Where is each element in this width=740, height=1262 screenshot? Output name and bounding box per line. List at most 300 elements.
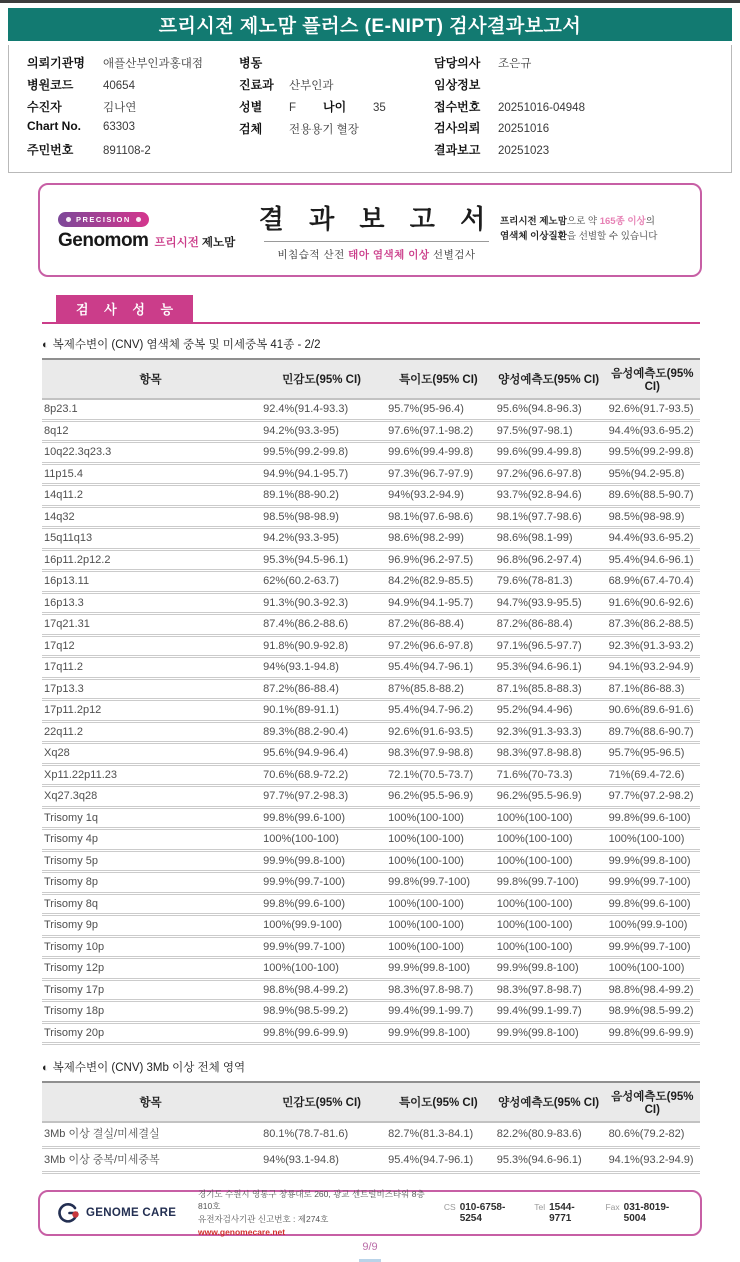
performance-table-cnv-duplication xyxy=(42,358,700,1045)
table-cell: 95.4%(94.7-96.2) xyxy=(384,700,493,722)
table-cell: 8q12 xyxy=(42,420,259,442)
contact-value: 010-6758-5254 xyxy=(459,1202,506,1224)
banner-title: 결 과 보 고 서 xyxy=(258,203,495,234)
table-cell: 99.8%(99.6-99.9) xyxy=(605,1022,700,1044)
table-cell: 89.1%(88-90.2) xyxy=(259,485,384,507)
table-cell: 94.2%(93.3-95) xyxy=(259,420,384,442)
field-label: 검체 xyxy=(239,122,263,136)
contact-tel xyxy=(534,1202,591,1224)
table-row xyxy=(42,549,700,571)
table-cell: 100%(100-100) xyxy=(384,807,493,829)
table-cell: 99.6%(99.4-99.8) xyxy=(384,442,493,464)
table-cell: 99.8%(99.6-99.9) xyxy=(259,1022,384,1044)
table-cell: 68.9%(67.4-70.4) xyxy=(605,571,700,593)
table-row xyxy=(42,614,700,636)
table-cell: 82.2%(80.9-83.6) xyxy=(493,1122,605,1147)
performance-table-3mb-region xyxy=(42,1081,700,1174)
table-cell: 99.4%(99.1-99.7) xyxy=(384,1001,493,1023)
patient-info-row xyxy=(27,141,239,163)
banner-note-bold1: 프리시전 제노맘 xyxy=(500,216,567,228)
table-cell: 97.2%(96.6-97.8) xyxy=(493,463,605,485)
patient-info-box xyxy=(8,45,732,173)
table-cell: 99.5%(99.2-99.8) xyxy=(259,442,384,464)
table-cell: 99.8%(99.7-100) xyxy=(384,872,493,894)
table-cell: 99.9%(99.7-100) xyxy=(259,872,384,894)
column-header: 음성예측도(95% CI) xyxy=(605,359,700,399)
column-header: 민감도(95% CI) xyxy=(259,359,384,399)
table-cell: Trisomy 12p xyxy=(42,958,259,980)
table-cell: 95.3%(94.6-96.1) xyxy=(493,657,605,679)
table-cell: 94.4%(93.6-95.2) xyxy=(605,528,700,550)
table-cell: 91.6%(90.6-92.6) xyxy=(605,592,700,614)
table-cell: 14q11.2 xyxy=(42,485,259,507)
table-cell: 100%(100-100) xyxy=(493,936,605,958)
table-cell: 94.9%(94.1-95.7) xyxy=(259,463,384,485)
table-row xyxy=(42,764,700,786)
table-row xyxy=(42,635,700,657)
table-cell: 3Mb 이상 결실/미세결실 xyxy=(42,1122,259,1147)
field-label: 결과보고 xyxy=(434,143,481,158)
banner-subtitle-post: 선별검사 xyxy=(429,248,476,261)
table-cell: Trisomy 5p xyxy=(42,850,259,872)
table-cell: 97.7%(97.2-98.2) xyxy=(605,786,700,808)
table-cell: 98.8%(98.4-99.2) xyxy=(259,979,384,1001)
patient-info-row xyxy=(239,98,434,120)
table-row xyxy=(42,1147,700,1173)
contact-value: 1544-9771 xyxy=(549,1202,575,1224)
table-cell: 94.1%(93.2-94.9) xyxy=(605,1147,700,1173)
patient-info-row xyxy=(239,76,434,98)
table-row xyxy=(42,528,700,550)
table-cell: 99.9%(99.8-100) xyxy=(384,1022,493,1044)
dot-icon xyxy=(66,217,71,222)
table-cell: 94.1%(93.2-94.9) xyxy=(605,657,700,679)
table-cell: Xq28 xyxy=(42,743,259,765)
table-cell: Trisomy 17p xyxy=(42,979,259,1001)
column-header: 민감도(95% CI) xyxy=(259,1082,384,1122)
field-value: 전용용기 혈장 xyxy=(289,124,359,136)
patient-info-column xyxy=(239,54,434,163)
footer-address xyxy=(198,1188,430,1239)
table-row xyxy=(42,829,700,851)
page-top-edge xyxy=(0,0,740,3)
table-row xyxy=(42,721,700,743)
table-cell: 87.2%(86-88.4) xyxy=(259,678,384,700)
table-row xyxy=(42,872,700,894)
table-cell: 17p11.2p12 xyxy=(42,700,259,722)
patient-info-row xyxy=(239,120,434,142)
table-row xyxy=(42,678,700,700)
table-row xyxy=(42,893,700,915)
table-cell: 22q11.2 xyxy=(42,721,259,743)
table-cell: 17q12 xyxy=(42,635,259,657)
table-cell: 100%(100-100) xyxy=(384,915,493,937)
table-cell: 97.7%(97.2-98.3) xyxy=(259,786,384,808)
table-cell: 92.4%(91.4-93.3) xyxy=(259,399,384,420)
table-cell: 100%(100-100) xyxy=(259,958,384,980)
table-cell: 17p13.3 xyxy=(42,678,259,700)
table-cell: 95.2%(94.4-96) xyxy=(493,700,605,722)
table-row xyxy=(42,807,700,829)
table-row xyxy=(42,786,700,808)
table-cell: 98.3%(97.8-98.7) xyxy=(384,979,493,1001)
table-cell: 89.6%(88.5-90.7) xyxy=(605,485,700,507)
banner-subtitle xyxy=(253,247,500,262)
column-header: 항목 xyxy=(42,1082,259,1122)
table-row xyxy=(42,743,700,765)
table-cell: 16p13.11 xyxy=(42,571,259,593)
contact-cs xyxy=(444,1202,520,1224)
table-row xyxy=(42,485,700,507)
banner-subtitle-accent: 태아 염색체 이상 xyxy=(348,248,430,261)
table-cell: Trisomy 4p xyxy=(42,829,259,851)
table-cell: 96.8%(96.2-97.4) xyxy=(493,549,605,571)
table-cell: 96.2%(95.5-96.9) xyxy=(384,786,493,808)
table-cell: 100%(100-100) xyxy=(605,958,700,980)
contact-label: CS xyxy=(443,1202,456,1212)
table-cell: 99.9%(99.7-100) xyxy=(605,936,700,958)
table-cell: 87%(85.8-88.2) xyxy=(384,678,493,700)
banner-note-text2: 의 xyxy=(645,216,655,228)
table-row xyxy=(42,850,700,872)
contact-fax xyxy=(605,1202,684,1224)
table-cell: Trisomy 1q xyxy=(42,807,259,829)
table-cell: 99.8%(99.7-100) xyxy=(493,872,605,894)
table-cell: 93.7%(92.8-94.6) xyxy=(493,485,605,507)
table-cell: 3Mb 이상 중복/미세중복 xyxy=(42,1147,259,1173)
table-cell: Xp11.22p11.23 xyxy=(42,764,259,786)
table-cell: Xq27.3q28 xyxy=(42,786,259,808)
table-cell: 95.3%(94.6-96.1) xyxy=(493,1147,605,1173)
brand-name-kr-accent: 프리시전 xyxy=(154,236,199,249)
table-cell: 100%(100-100) xyxy=(605,829,700,851)
table-cell: 16p11.2p12.2 xyxy=(42,549,259,571)
table-cell: 100%(99.9-100) xyxy=(605,915,700,937)
table-cell: 95.6%(94.8-96.3) xyxy=(493,399,605,420)
table-cell: 87.2%(86-88.4) xyxy=(384,614,493,636)
table-cell: 99.9%(99.8-100) xyxy=(493,958,605,980)
patient-info-row xyxy=(434,141,704,163)
field-label: 의뢰기관명 xyxy=(27,56,85,70)
table-cell: 99.9%(99.8-100) xyxy=(493,1022,605,1044)
table-cell: 98.6%(98.1-99) xyxy=(493,528,605,550)
patient-info-row xyxy=(434,119,704,141)
field-value: 20251016 xyxy=(498,123,550,136)
table-cell: 94.4%(93.6-95.2) xyxy=(605,420,700,442)
field-value: 조은규 xyxy=(498,58,532,70)
table-cell: 87.1%(86-88.3) xyxy=(605,678,700,700)
field-label: 병원코드 xyxy=(27,77,74,92)
table-subtitle xyxy=(42,336,740,352)
table-cell: 100%(100-100) xyxy=(384,936,493,958)
table-cell: 82.7%(81.3-84.1) xyxy=(384,1122,493,1147)
table-row xyxy=(42,592,700,614)
table-cell: 14q32 xyxy=(42,506,259,528)
table-cell: 70.6%(68.9-72.2) xyxy=(259,764,384,786)
column-header: 특이도(95% CI) xyxy=(384,359,493,399)
table-cell: 84.2%(82.9-85.5) xyxy=(384,571,493,593)
table-cell: 95.3%(94.5-96.1) xyxy=(259,549,384,571)
table-cell: 99.9%(99.8-100) xyxy=(259,850,384,872)
footer xyxy=(38,1190,702,1236)
table-cell: 100%(100-100) xyxy=(384,850,493,872)
table-cell: Trisomy 10p xyxy=(42,936,259,958)
field-value: 891108-2 xyxy=(103,145,151,158)
table-row xyxy=(42,1022,700,1044)
table-subtitle-text: 복제수변이 (CNV) 3Mb 이상 전체 영역 xyxy=(52,1062,246,1074)
table-cell: 99.8%(99.6-100) xyxy=(259,893,384,915)
footer-website-link: www.genomecare.net xyxy=(198,1226,286,1237)
table-cell: 99.4%(99.1-99.7) xyxy=(493,1001,605,1023)
table-cell: 92.6%(91.7-93.5) xyxy=(605,399,700,420)
genomecare-logo-icon xyxy=(56,1201,80,1225)
table-cell: 95.4%(94.6-96.1) xyxy=(605,549,700,571)
table-cell: 80.1%(78.7-81.6) xyxy=(259,1122,384,1147)
table-cell: 16p13.3 xyxy=(42,592,259,614)
dot-icon xyxy=(136,217,141,222)
field-value: F xyxy=(289,102,297,114)
banner-subtitle-pre: 비침습적 산전 xyxy=(277,248,349,261)
table-cell: 97.6%(97.1-98.2) xyxy=(384,420,493,442)
field-label: 접수번호 xyxy=(434,99,481,114)
table-cell: 100%(100-100) xyxy=(259,829,384,851)
table-cell: 95.7%(95-96.5) xyxy=(605,743,700,765)
precision-badge xyxy=(58,212,149,227)
table-cell: Trisomy 18p xyxy=(42,1001,259,1023)
patient-info-row xyxy=(27,119,239,141)
table-cell: 99.9%(99.8-100) xyxy=(605,850,700,872)
table-cell: 15q11q13 xyxy=(42,528,259,550)
banner-note-accent: 165종 이상 xyxy=(599,216,646,228)
table-cell: 100%(100-100) xyxy=(493,850,605,872)
field-value: 63303 xyxy=(103,121,135,134)
table-cell: 97.1%(96.5-97.7) xyxy=(493,635,605,657)
table-row xyxy=(42,979,700,1001)
genomecare-logo-text: GENOME CARE xyxy=(86,1207,177,1219)
table-cell: 98.5%(98-98.9) xyxy=(259,506,384,528)
report-title: 프리시전 제노맘 플러스 (E-NIPT) 검사결과보고서 xyxy=(158,16,582,37)
field-label: 수진자 xyxy=(27,99,62,114)
patient-info-row xyxy=(27,54,239,76)
table-cell: 100%(100-100) xyxy=(384,829,493,851)
table-subtitle xyxy=(42,1059,740,1075)
brand-name-kr: 제노맘 xyxy=(201,236,236,249)
table-header-row xyxy=(42,359,700,399)
divider xyxy=(264,241,489,242)
table-cell: 79.6%(78-81.3) xyxy=(493,571,605,593)
field-value: 산부인과 xyxy=(289,80,334,92)
page-number: 9/9 xyxy=(362,1241,378,1253)
table-cell: 11p15.4 xyxy=(42,463,259,485)
table-cell: 99.6%(99.4-99.8) xyxy=(493,442,605,464)
table-subtitle-text: 복제수변이 (CNV) 염색체 중복 및 미세중복 41종 - 2/2 xyxy=(52,339,321,351)
table-cell: 99.9%(99.7-100) xyxy=(259,936,384,958)
field-value: 애플산부인과홍대점 xyxy=(103,58,203,70)
section-title-band: 검 사 성 능 xyxy=(56,295,193,322)
column-header: 항목 xyxy=(42,359,259,399)
field-label: 나이 xyxy=(323,100,347,114)
table-cell: 98.3%(97.8-98.7) xyxy=(493,979,605,1001)
table-cell: 72.1%(70.5-73.7) xyxy=(384,764,493,786)
table-cell: 97.5%(97-98.1) xyxy=(493,420,605,442)
table-cell: 92.3%(91.3-93.2) xyxy=(605,635,700,657)
table-cell: Trisomy 8q xyxy=(42,893,259,915)
footer-contacts xyxy=(444,1202,684,1224)
table-cell: 99.9%(99.8-100) xyxy=(384,958,493,980)
table-cell: 96.9%(96.2-97.5) xyxy=(384,549,493,571)
table-cell: 89.7%(88.6-90.7) xyxy=(605,721,700,743)
table-cell: 95.6%(94.9-96.4) xyxy=(259,743,384,765)
table-cell: 100%(100-100) xyxy=(493,915,605,937)
table-cell: 87.2%(86-88.4) xyxy=(493,614,605,636)
table-cell: 98.3%(97.9-98.8) xyxy=(384,743,493,765)
table-cell: 97.2%(96.6-97.8) xyxy=(384,635,493,657)
table-cell: 99.8%(99.6-100) xyxy=(259,807,384,829)
section-header xyxy=(42,295,700,324)
table-cell: 87.4%(86.2-88.6) xyxy=(259,614,384,636)
field-value: 20251023 xyxy=(498,145,550,158)
table-cell: 17q21.31 xyxy=(42,614,259,636)
patient-info-row xyxy=(27,98,239,120)
table-row xyxy=(42,420,700,442)
table-row xyxy=(42,700,700,722)
footer-address-line1: 경기도 수원시 영통구 창룡대로 260, 광교 센트럴비즈타워 8층 810호 xyxy=(198,1188,425,1212)
table-cell: 8p23.1 xyxy=(42,399,259,420)
field-label: 담당의사 xyxy=(434,56,481,70)
table-cell: 99.8%(99.6-100) xyxy=(605,807,700,829)
field-value: 김나연 xyxy=(103,101,137,114)
table-cell: 96.2%(95.5-96.9) xyxy=(493,786,605,808)
field-label: 임상정보 xyxy=(434,77,481,92)
result-report-banner xyxy=(38,183,702,277)
field-label: 진료과 xyxy=(239,78,274,92)
column-header: 특이도(95% CI) xyxy=(384,1082,493,1122)
table-cell: 100%(99.9-100) xyxy=(259,915,384,937)
table-cell: 71%(69.4-72.6) xyxy=(605,764,700,786)
table-cell: 97.3%(96.7-97.9) xyxy=(384,463,493,485)
table-cell: 100%(100-100) xyxy=(493,829,605,851)
table-cell: 100%(100-100) xyxy=(384,893,493,915)
table-cell: Trisomy 8p xyxy=(42,872,259,894)
table-cell: 98.8%(98.4-99.2) xyxy=(605,979,700,1001)
contact-label: Tel xyxy=(534,1202,546,1212)
table-cell: 87.3%(86.2-88.5) xyxy=(605,614,700,636)
banner-note-bold2: 염색체 이상질환 xyxy=(500,231,567,242)
table-cell: 98.5%(98-98.9) xyxy=(605,506,700,528)
field-label: 성별 xyxy=(239,100,263,114)
patient-info-row xyxy=(434,98,704,120)
table-cell: 99.8%(99.6-100) xyxy=(605,893,700,915)
table-cell: 98.1%(97.7-98.6) xyxy=(493,506,605,528)
field-label: 검사의뢰 xyxy=(434,121,481,136)
table-cell: 62%(60.2-63.7) xyxy=(259,571,384,593)
field-label: 주민번호 xyxy=(27,143,74,158)
table-cell: 17q11.2 xyxy=(42,657,259,679)
table-cell: 95.4%(94.7-96.1) xyxy=(384,1147,493,1173)
table-cell: 94.7%(93.9-95.5) xyxy=(493,592,605,614)
table-cell: 100%(100-100) xyxy=(493,893,605,915)
field-value: 35 xyxy=(373,102,386,114)
field-value: 20251016-04948 xyxy=(498,101,585,114)
patient-info-column xyxy=(434,54,704,163)
patient-info-row xyxy=(239,54,434,76)
contact-value: 031-8019-5004 xyxy=(623,1202,670,1224)
table-cell: 98.9%(98.5-99.2) xyxy=(259,1001,384,1023)
table-cell: 94%(93.1-94.8) xyxy=(259,657,384,679)
table-row xyxy=(42,915,700,937)
table-cell: 90.1%(89-91.1) xyxy=(259,700,384,722)
brand-logo xyxy=(58,209,253,252)
table-cell: 100%(100-100) xyxy=(493,807,605,829)
table-row xyxy=(42,1001,700,1023)
table-cell: 71.6%(70-73.3) xyxy=(493,764,605,786)
table-cell: 87.1%(85.8-88.3) xyxy=(493,678,605,700)
half-circle-bullet-icon: ◐ xyxy=(42,339,49,351)
table-row xyxy=(42,442,700,464)
patient-info-row xyxy=(27,76,239,98)
table-cell: 90.6%(89.6-91.6) xyxy=(605,700,700,722)
table-cell: 10q22.3q23.3 xyxy=(42,442,259,464)
table-header-row xyxy=(42,1082,700,1122)
table-cell: 94%(93.1-94.8) xyxy=(259,1147,384,1173)
banner-note xyxy=(500,215,682,244)
table-cell: 80.6%(79.2-82) xyxy=(605,1122,700,1147)
field-label: 병동 xyxy=(239,56,263,70)
table-cell: 98.1%(97.6-98.6) xyxy=(384,506,493,528)
brand-name-en: Genomom xyxy=(58,229,149,251)
table-row xyxy=(42,657,700,679)
field-value: 40654 xyxy=(103,79,135,92)
table-cell: 98.9%(98.5-99.2) xyxy=(605,1001,700,1023)
table-cell: 95.4%(94.7-96.1) xyxy=(384,657,493,679)
table-row xyxy=(42,506,700,528)
table-row xyxy=(42,936,700,958)
patient-info-row xyxy=(434,54,704,76)
column-header: 양성예측도(95% CI) xyxy=(493,1082,605,1122)
table-cell: 94.9%(94.1-95.7) xyxy=(384,592,493,614)
footer-address-line2: 유전자검사기관 신고번호 : 제274호 xyxy=(198,1214,329,1224)
table-cell: 98.6%(98.2-99) xyxy=(384,528,493,550)
contact-label: Fax xyxy=(605,1202,620,1212)
banner-note-text1: 으로 약 xyxy=(566,216,600,228)
banner-note-text3: 을 선별할 수 있습니다 xyxy=(566,231,658,242)
table-cell: 91.8%(90.9-92.8) xyxy=(259,635,384,657)
half-circle-bullet-icon: ◐ xyxy=(42,1062,49,1074)
genomecare-logo xyxy=(56,1201,184,1225)
precision-badge-label: PRECISION xyxy=(76,214,131,224)
table-cell: 92.3%(91.3-93.3) xyxy=(493,721,605,743)
table-cell: 92.6%(91.6-93.5) xyxy=(384,721,493,743)
table-cell: Trisomy 9p xyxy=(42,915,259,937)
column-header: 양성예측도(95% CI) xyxy=(493,359,605,399)
patient-info-row xyxy=(434,76,704,98)
table-cell: 89.3%(88.2-90.4) xyxy=(259,721,384,743)
table-cell: 94%(93.2-94.9) xyxy=(384,485,493,507)
table-cell: 95.7%(95-96.4) xyxy=(384,399,493,420)
table-row xyxy=(42,399,700,420)
table-cell: 99.5%(99.2-99.8) xyxy=(605,442,700,464)
table-row xyxy=(42,958,700,980)
table-cell: 95%(94.2-95.8) xyxy=(605,463,700,485)
patient-info-column xyxy=(27,54,239,163)
table-cell: 99.9%(99.7-100) xyxy=(605,872,700,894)
table-row xyxy=(42,571,700,593)
report-title-band xyxy=(8,8,732,41)
table-row xyxy=(42,1122,700,1147)
table-row xyxy=(42,463,700,485)
table-cell: 94.2%(93.3-95) xyxy=(259,528,384,550)
table-cell: 98.3%(97.8-98.8) xyxy=(493,743,605,765)
